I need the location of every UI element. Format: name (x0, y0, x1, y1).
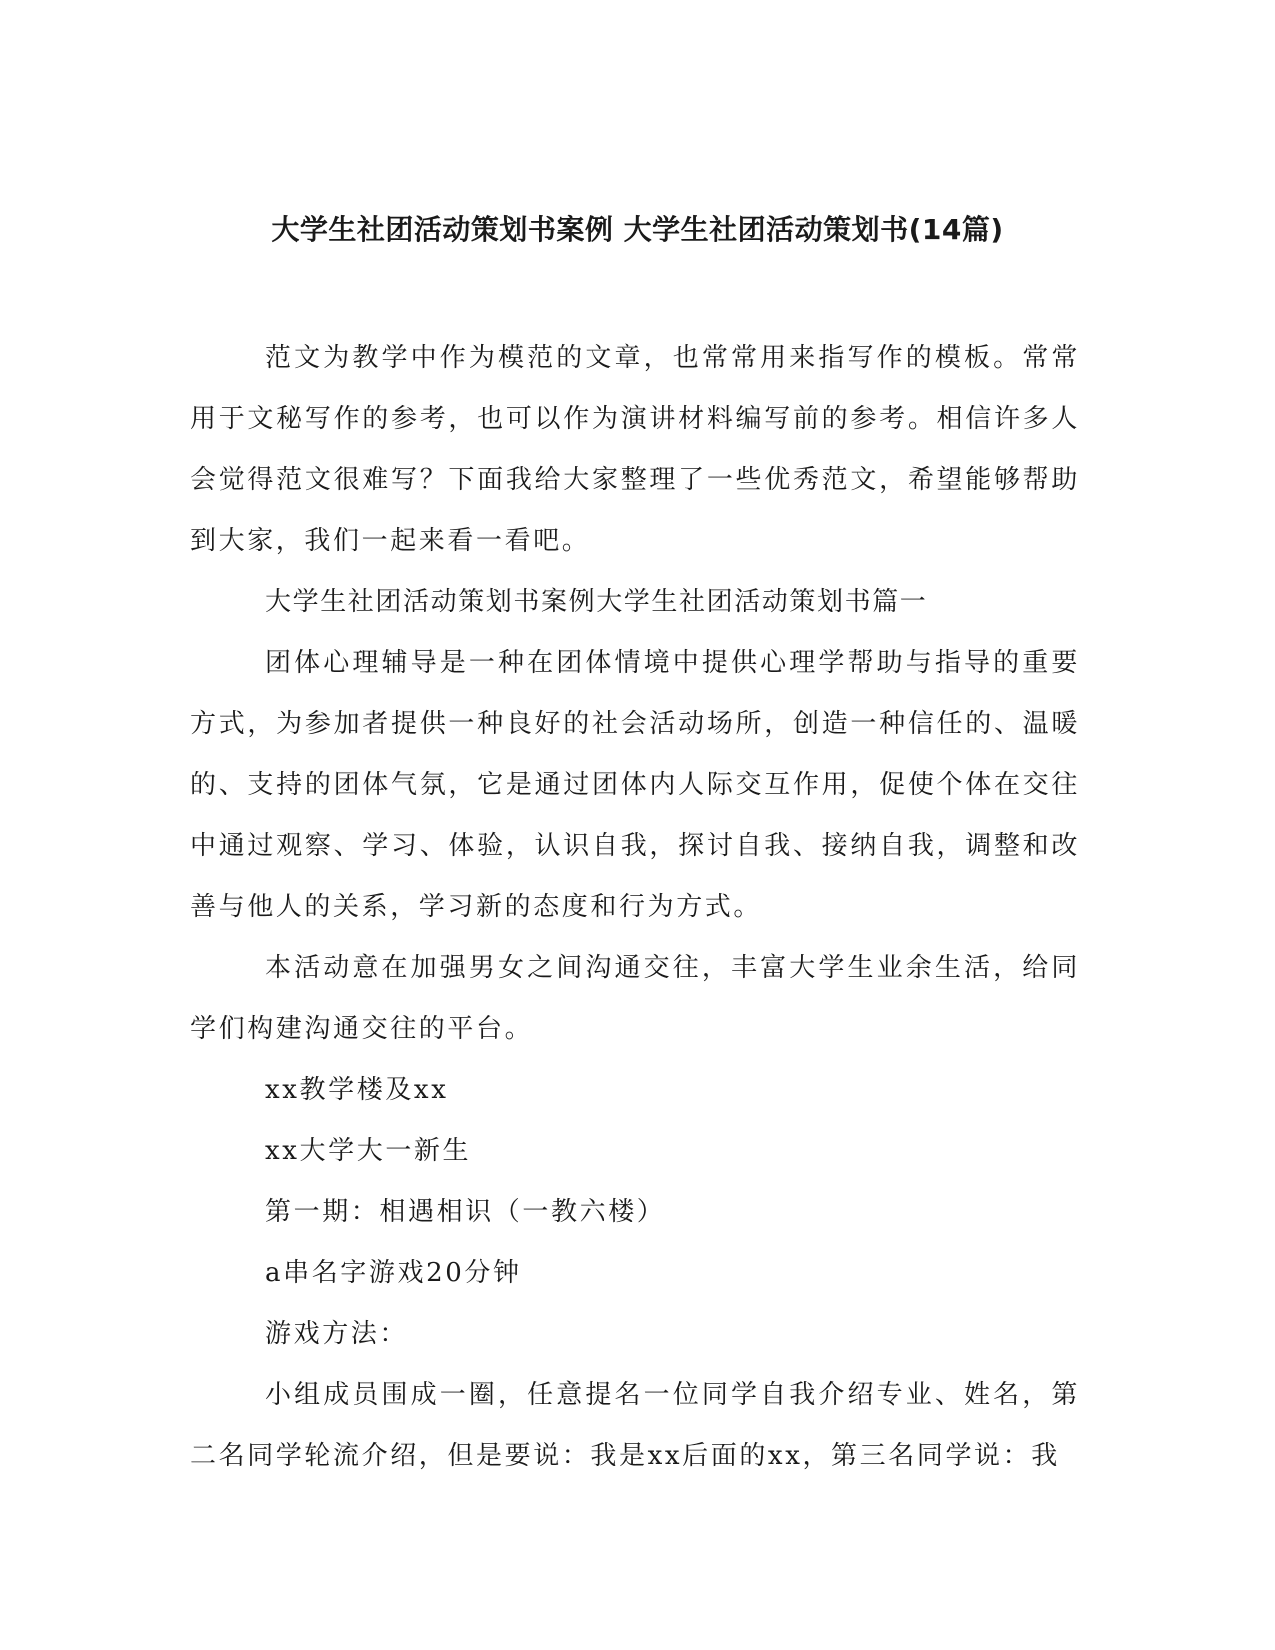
paragraph-group-counseling: 团体心理辅导是一种在团体情境中提供心理学帮助与指导的重要方式，为参加者提供一种良好的社会活动场所，创造一种信任的、温暖的、支持的团体气氛，它是通过团体内人际交互作用，促使个体在交往中通过观察、学习、体验，认识自我，探讨自我、接纳自我，调整和改善与他人的关系，学习新的态度和行为方式。 (190, 648, 1080, 922)
paragraph-intro: 范文为教学中作为模范的文章，也常常用来指写作的模板。常常用于文秘写作的参考，也可以作为演讲材料编写前的参考。相信许多人会觉得范文很难写？下面我给大家整理了一些优秀范文，希望能够帮助到大家，我们一起来看一看吧。 (190, 343, 1080, 556)
paragraph-activity-purpose: 本活动意在加强男女之间沟通交往，丰富大学生业余生活，给同学们构建沟通交往的平台。 (190, 953, 1080, 1044)
document-title: 大学生社团活动策划书案例 大学生社团活动策划书(14篇) (271, 213, 1004, 246)
paragraph-phase-one: 第一期：相遇相识（一教六楼） (265, 1197, 666, 1227)
paragraph-activity-participants: xx大学大一新生 (265, 1136, 472, 1166)
paragraph-game-method: 小组成员围成一圈，任意提名一位同学自我介绍专业、姓名，第二名同学轮流介绍，但是要说：我是xx后面的xx，第三名同学说：我 (190, 1380, 1080, 1471)
paragraph-name-game: a串名字游戏20分钟 (265, 1258, 522, 1288)
document-body (190, 328, 1080, 1487)
paragraph-game-method-label: 游戏方法： (265, 1319, 409, 1349)
paragraph-activity-location: xx教学楼及xx (265, 1075, 449, 1105)
paragraph-section-heading: 大学生社团活动策划书案例大学生社团活动策划书篇一 (265, 587, 928, 617)
